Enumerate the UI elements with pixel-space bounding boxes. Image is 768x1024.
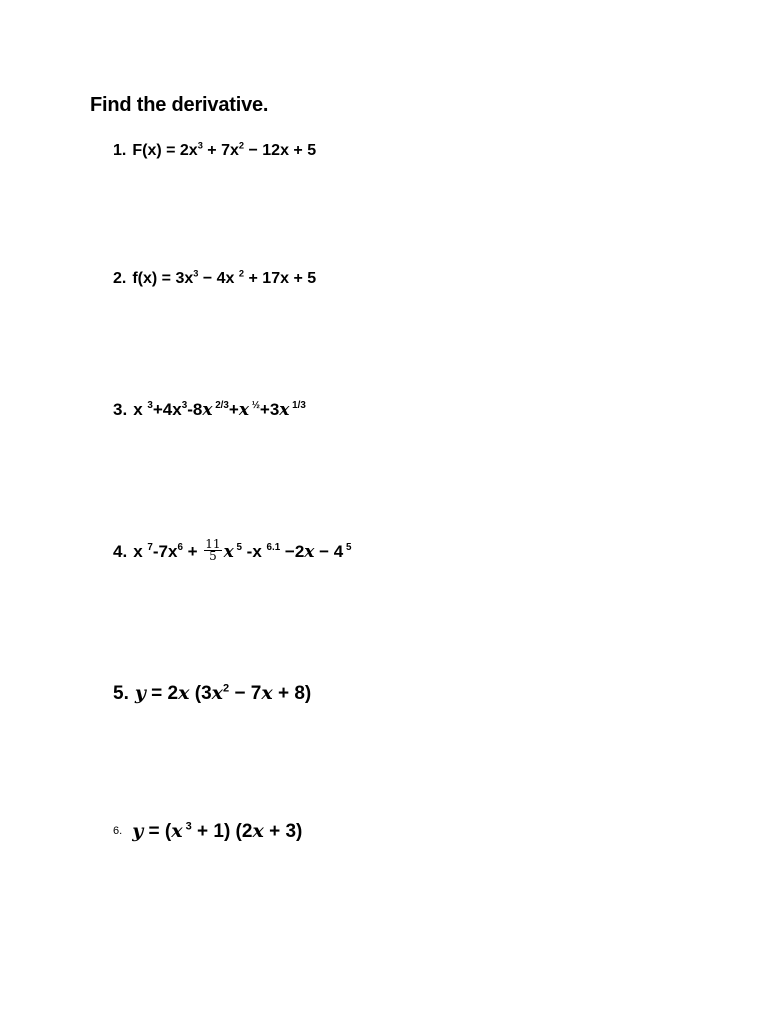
exponent: 3 <box>181 400 188 412</box>
expr-part: + 7x <box>202 142 239 159</box>
math-variable: y <box>132 820 144 842</box>
math-variable: x <box>171 820 183 842</box>
expr-part: + 3) <box>263 821 303 842</box>
math-variable: x <box>279 400 290 420</box>
problem-1 <box>113 142 316 160</box>
exponent: 2 <box>238 140 245 151</box>
exponent: 6 <box>177 542 183 554</box>
exponent: 7 <box>147 542 153 554</box>
expr-part: + <box>182 541 203 561</box>
problem-number: 1. <box>113 142 127 159</box>
expr-part: − 4 <box>314 541 344 561</box>
worksheet-heading: Find the derivative. <box>90 94 269 116</box>
math-variable: x <box>252 820 264 842</box>
expr-part: + 8) <box>272 683 312 704</box>
expr-part: F(x) = 2x <box>132 142 198 159</box>
problem-number: 6. <box>113 825 123 837</box>
exponent: 2 <box>238 268 245 279</box>
exponent: 3 <box>182 820 192 833</box>
expr-part: -x <box>241 541 267 561</box>
expr-part: − 7 <box>229 683 262 704</box>
fraction-denominator: 5 <box>209 549 217 563</box>
math-variable: y <box>134 682 146 704</box>
problem-number: 4. <box>113 541 128 561</box>
exponent: 3 <box>147 400 153 412</box>
expr-part: + 1) (2 <box>191 821 253 842</box>
problem-6 <box>113 820 302 843</box>
problem-number: 5. <box>113 683 129 704</box>
problem-5 <box>113 682 311 705</box>
exponent: 3 <box>193 268 199 279</box>
expr-part: f(x) = 3x <box>132 270 194 287</box>
expr-part: −2 <box>280 541 305 561</box>
expr-part: = 2 <box>145 683 179 704</box>
expr-part: x <box>133 400 148 419</box>
expr-part: +3 <box>259 400 280 419</box>
fraction <box>204 539 221 562</box>
exponent: 2/3 <box>212 400 229 412</box>
problem-2 <box>113 270 316 288</box>
expr-part: -7x <box>152 541 178 561</box>
math-variable: x <box>261 682 273 704</box>
math-variable: x <box>202 400 213 420</box>
math-variable: x <box>223 541 234 562</box>
exponent: 3 <box>197 140 203 151</box>
exponent: 2 <box>222 682 230 695</box>
problem-number: 2. <box>113 270 127 287</box>
expr-part: +4x <box>152 400 182 419</box>
math-variable: x <box>211 682 223 704</box>
expr-part: = ( <box>143 821 172 842</box>
exponent: 1/3 <box>289 400 306 412</box>
expr-part: + <box>228 400 239 419</box>
fraction-numerator: 11 <box>205 537 221 551</box>
expr-part: − 12x + 5 <box>244 142 317 159</box>
exponent: 5 <box>343 542 352 554</box>
expr-part: -8 <box>187 400 203 419</box>
expr-part: x <box>133 541 148 561</box>
problem-4 <box>113 537 352 564</box>
exponent: ½ <box>248 400 260 412</box>
problem-3 <box>113 400 306 420</box>
expr-part: + 17x + 5 <box>244 270 317 287</box>
exponent: 6.1 <box>266 542 281 554</box>
exponent: 5 <box>233 542 242 554</box>
math-variable: x <box>304 541 315 562</box>
expr-part: (3 <box>189 683 212 704</box>
problem-number: 3. <box>113 400 128 419</box>
math-variable: x <box>178 682 190 704</box>
math-variable: x <box>238 400 249 420</box>
expr-part: − 4x <box>198 270 239 287</box>
